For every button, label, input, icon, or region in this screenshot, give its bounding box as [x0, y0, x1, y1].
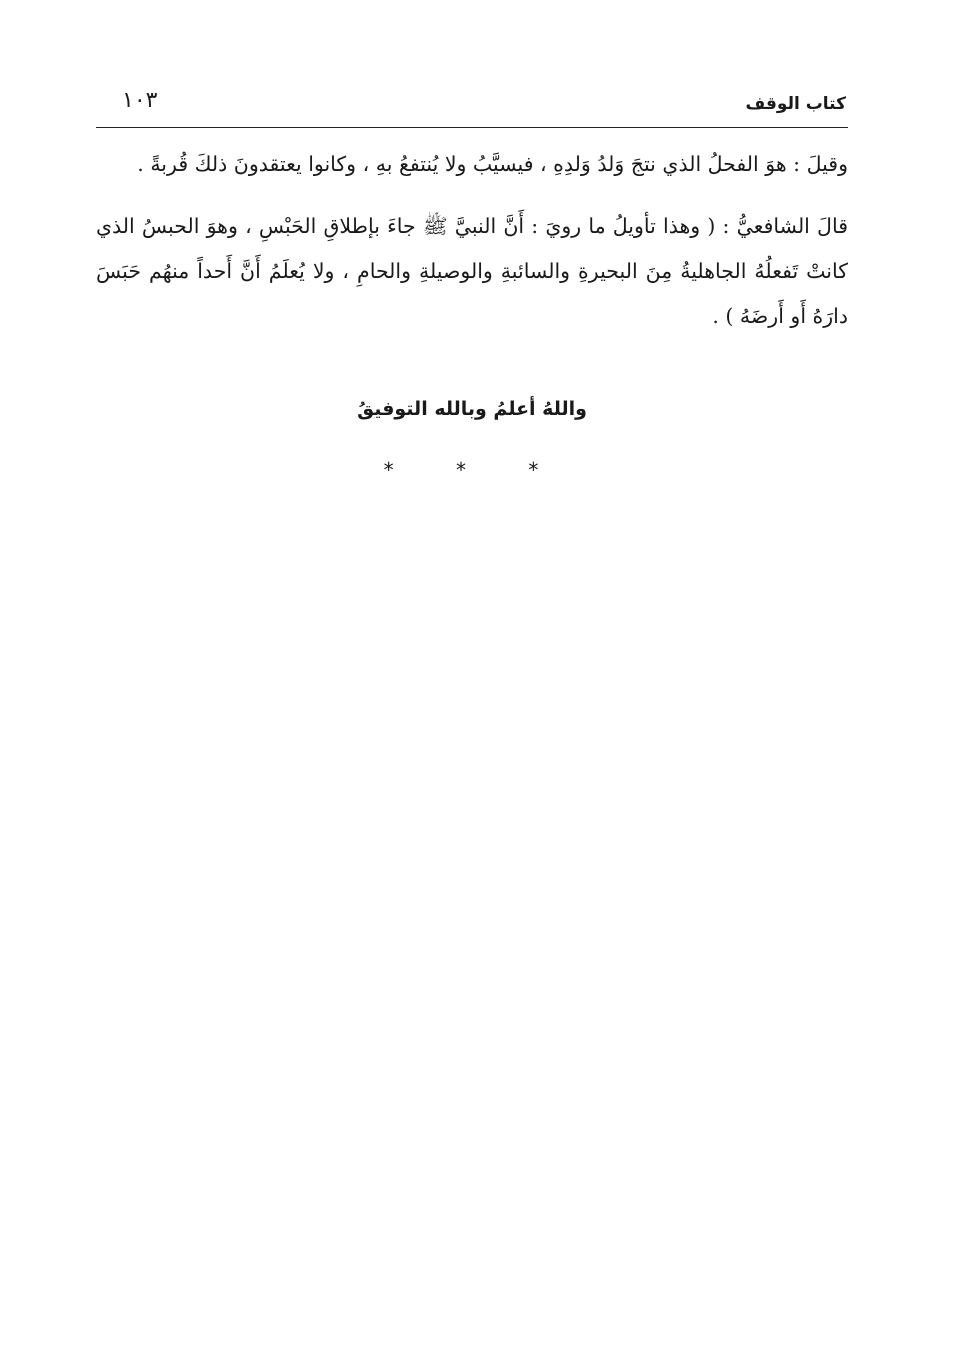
- running-title: كتاب الوقف: [745, 94, 846, 114]
- star-ornament-icon: *: [456, 458, 488, 482]
- closing-formula: واللهُ أعلمُ وبالله التوفيقُ: [357, 398, 587, 420]
- paragraph-1: وقيلَ : هوَ الفحلُ الذي نتجَ وَلدُ وَلدِهِ ، فيسيَّبُ ولا يُنتفعُ بهِ ، وكانوا يعتقدونَ ذلكَ قُربةً .: [137, 152, 848, 176]
- paragraph-2: قالَ الشافعيُّ : ( وهذا تأويلُ ما رويَ : أَنَّ النبيَّ ﷺ جاءَ بإطلاقِ الحَبْسِ ، وهوَ الحبسُ الذي كانتْ تَفعلُهُ الجاهليةُ مِنَ البحيرةِ والسائبةِ والوصيلةِ والحامِ ، ولا يُعلَمُ أَنَّ أَحداً منهُم حَبَسَ دارَهُ أَو أَرضَهُ ) .: [96, 214, 848, 328]
- star-ornament-icon: *: [528, 458, 561, 482]
- header-rule: [96, 127, 848, 128]
- page-number: ١٠٣: [122, 88, 158, 113]
- star-ornament-icon: *: [383, 458, 416, 482]
- body-text: [96, 142, 848, 339]
- page-header: [96, 88, 848, 124]
- section-ornament: [96, 458, 848, 482]
